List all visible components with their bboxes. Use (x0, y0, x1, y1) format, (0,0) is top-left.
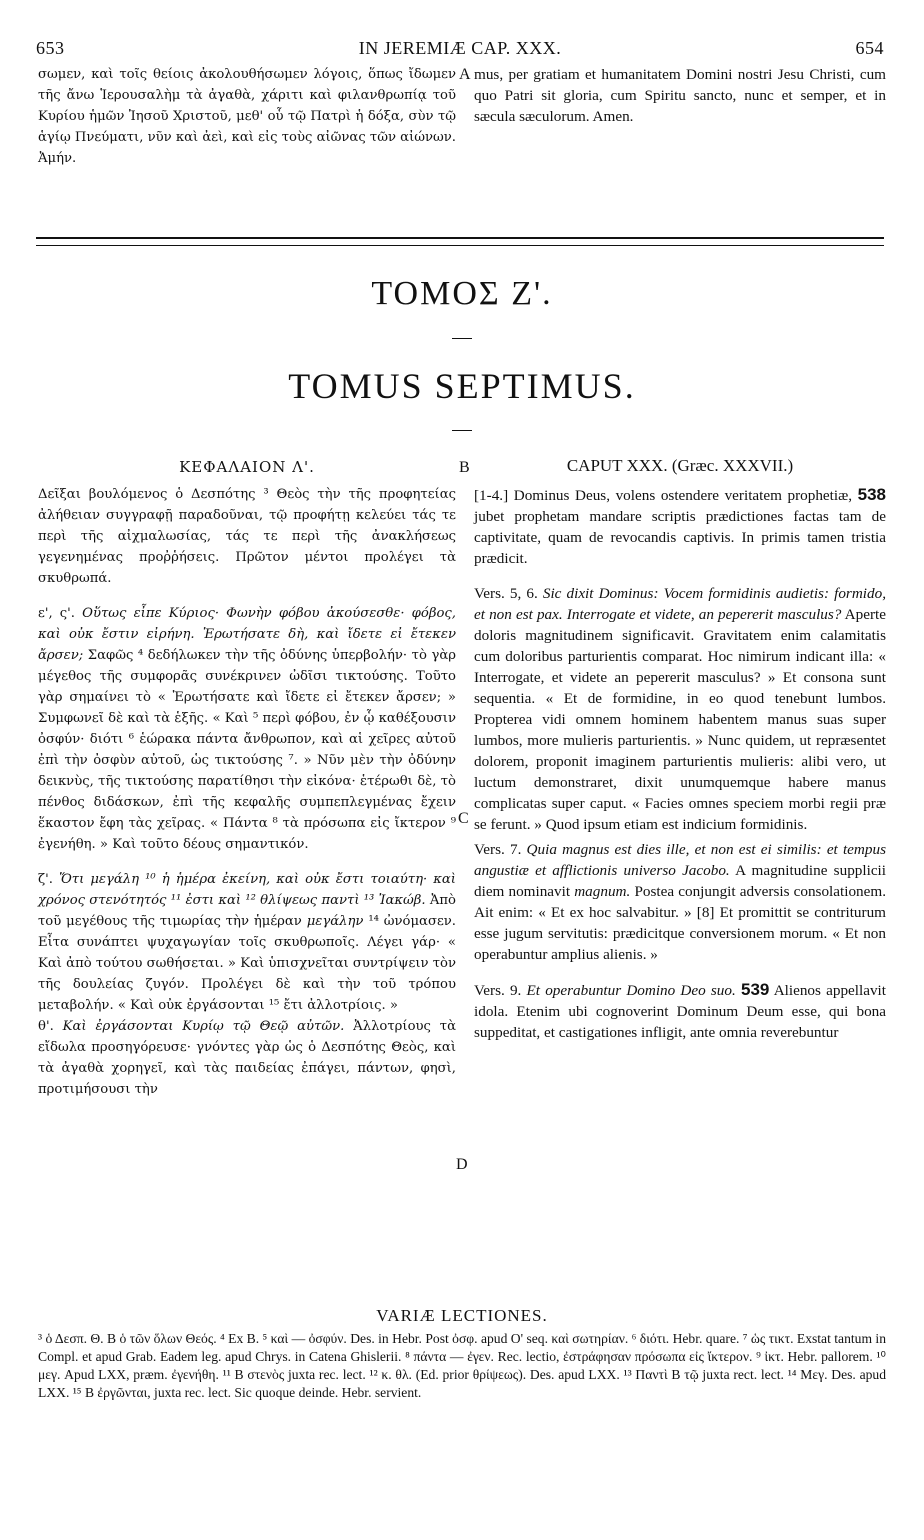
latin-paragraph-1: [1-4.] Dominus Deus, volens ostendere veritatem prophetiæ, 538 jubet prophetam mandare scriptis prædictiones factas tam de captivitate, quam de revocandis captivis. In primis tamen tristia prædicit. (474, 485, 886, 567)
variae-lectiones-title: VARIÆ LECTIONES. (376, 1306, 548, 1325)
section-marker-c: C (458, 810, 469, 827)
column-number-right: 654 (855, 38, 884, 58)
latin-paragraph-4: Vers. 9. Et operabuntur Domino Deo suo. 539 Alienos appellavit idola. Etenim ubi cognoverint Dominum Deum esse, qui bona suppeditat, et castigationes infligit, ante omnia reverebuntur (474, 980, 886, 1041)
tomus-greek-title: ΤΟΜΟΣ Ζ'. (371, 275, 553, 312)
variae-lectiones-notes: ³ ὁ Δεσπ. Θ. B ὁ τῶν ὅλων Θεός. ⁴ Ex B. ⁵ καὶ — ὀσφύν. Des. in Hebr. Post ὀσφ. apud O' seq. καὶ σωτηρίαν. ⁶ διότι. Hebr. quare. ⁷ ὡς τικτ. Exstat tantum in Compl. et apud Grab. Eadem leg. apud Chrys. in Catena Ghislerii. ⁸ πάντα — ἐγεν. Rec. lectio, ἐστράφησαν πρόσωπα εἰς ἴκτερον. ⁹ ἰκτ. Hebr. pallorem. ¹⁰ μεγ. Apud LXX, præm. ἐγενήθη. ¹¹ B στενὸς juxta rec. lect. ¹² κ. θλ. (Ed. prior θρίψεως). Des. apud LXX. ¹³ Παντὶ B τῷ juxta rect. lect. ¹⁴ Μεγ. Des. apud LXX. ¹⁵ B ἐργῶνται, juxta rec. lect. Sic quoque deinde. Hebr. servient. (38, 1331, 886, 1400)
section-marker-a: A (459, 66, 471, 83)
section-marker-d: D (456, 1156, 468, 1173)
column-number-left: 653 (36, 38, 65, 58)
latin-top-paragraph: mus, per gratiam et humanitatem Domini nostri Jesu Christi, cum quo Patri sit gloria, cum Spiritu sancto, nunc et semper, et in sæcula sæculorum. Amen. (474, 66, 886, 125)
title-dash-1 (452, 338, 472, 339)
latin-column-top (474, 64, 886, 127)
tomus-latin-title: TOMUS SEPTIMUS. (288, 366, 636, 406)
chapter-heading-latin: CAPUT XXX. (Græc. XXXVII.) (566, 456, 794, 475)
section-marker-b: B (459, 459, 470, 476)
page-number-538: 538 (857, 485, 886, 504)
latin-paragraph-2: Vers. 5, 6. Sic dixit Dominus: Vocem formidinis audietis: formido, et non est pax. Interrogate et videte, an pepererit masculus? Aperte doloris magnitudinem significavit. Gravitatem enim calamitatis cum doloribus parturientis comparat. Hoc nimirum indicant illa: « Interrogate, et videte an pepererit masculus? » Et consona sunt sequentia. « Et de formidine, in eo quod tenebunt lumbos. Propterea vidi omnem hominem habentem manus suas super lumbos, more mulieris parturientis. » Nunc quidem, ut repræsentet dolorem, proponit imaginem parturientis mulieris: alibi vero, ut luctum demonstraret, dixit unumquemque habere manus complicatas super caput. « Facies omnes speciem morbi regii præ se ferunt. » Quod ipsum etiam est indicium formidinis. (474, 585, 887, 833)
greek-paragraph-4: θ'. Καὶ ἐργάσονται Κυρίῳ τῷ Θεῷ αὐτῶν. Ἀλλοτρίους τὰ εἴδωλα προσηγόρευσε· γνόντες γὰρ ὡς ὁ Δεσπότης Θεὸς, καὶ τὰ ἀγαθὰ χορηγεῖ, καὶ τὰς παιδείας ἐπάγει, πάντων, φησὶ, προτιμήσουσι τὴν (38, 1019, 457, 1097)
greek-top-paragraph: σωμεν, καὶ τοῖς θείοις ἀκολουθήσωμεν λόγοις, ὅπως ἴδωμεν τῆς ἄνω Ἱερουσαλὴμ τὰ ἀγαθὰ, χάριτι καὶ φιλανθρωπίᾳ τοῦ Κυρίου ἡμῶν Ἰησοῦ Χριστοῦ, μεθ' οὗ τῷ Πατρὶ ἡ δόξα, σὺν τῷ ἁγίῳ Πνεύματι, νῦν καὶ ἀεὶ, καὶ εἰς τοὺς αἰῶνας τῶν αἰώνων. Ἀμήν. (38, 67, 456, 166)
latin-paragraph-3: Vers. 7. Quia magnus est dies ille, et non est ei similis: et tempus angustiæ et afflictionis universo Jacobo. A magnitudine supplicii diem nominavit magnum. Postea conjungit adversis consolationem. Ait enim: « Et ex hoc salvabitur. » [8] Et promittit se contriturum esse jugum servitutis: prædicitque conversionem morum. « Et non operabuntur amplius alienis. » (474, 841, 886, 963)
greek-column-main (38, 484, 456, 1100)
title-dash-2 (452, 430, 472, 431)
running-title: IN JEREMIÆ CAP. XXX. (358, 38, 562, 58)
chapter-heading-greek: ΚΕΦΑΛΑΙΟΝ Λ'. (179, 458, 315, 476)
greek-column-top (38, 64, 456, 169)
running-head (36, 38, 884, 62)
greek-paragraph-3: ζ'. Ὅτι μεγάλη ¹⁰ ἡ ἡμέρα ἐκείνη, καὶ οὐκ ἔστι τοιαύτη· καὶ χρόνος στενότητός ¹¹ ἐστι καὶ ¹² θλίψεως παντὶ ¹³ Ἰακώβ. Ἀπὸ τοῦ μεγέθους τῆς τιμωρίας τὴν ἡμέραν μεγάλην ¹⁴ ὠνόμασεν. Εἶτα συνάπτει ψυχαγωγίαν τοῖς σκυθρωποῖς. Λέγει γάρ· « Καὶ ἀπὸ τούτου σωθήσεται. » Καὶ ὑπισχνεῖται συντρίψειν τὸν τῆς δουλείας ζυγόν. Προλέγει δὲ καὶ τὴν τοῦ τρόπου μεταβολήν. « Καὶ οὐκ ἐργάσονται ¹⁵ ἔτι ἀλλοτρίοις. » (38, 872, 457, 1013)
greek-paragraph-2: ε', ς'. Οὕτως εἶπε Κύριος· Φωνὴν φόβου ἀκούσεσθε· φόβος, καὶ οὐκ ἔστιν εἰρήνη. Ἐρωτήσατε δὴ, καὶ ἴδετε εἰ ἔτεκεν ἄρσεν; Σαφῶς ⁴ δεδήλωκεν τὴν τῆς ὀδύνης ὑπερβολήν· τὸ γὰρ μέγεθος τῆς συμφορᾶς συνέκρινεν ὠδῖσι τικτούσης. Τοῦτο γὰρ σημαίνει τὸ « Ἐρωτήσατε καὶ ἴδετε εἰ ἔτεκεν ἄρσεν; » Συμφωνεῖ δὲ καὶ τὰ ἑξῆς. « Καὶ ⁵ περὶ φόβου, ἐν ᾧ καθέξουσιν ὀσφύν· διότι ⁶ ἑώρακα πάντα ἄνθρωπον, καὶ αἱ χεῖρες αὐτοῦ ἐπὶ τὴν ὀσφὺν αὐτοῦ, ὡς τικτούσης ⁷. » Νῦν μὲν τὴν ὀδύνην δεικνὺς, τῆς τικτούσης παρατίθησι τὴν εἰκόνα· ἑτέρωθι δὲ, τὸ πένθος διδάσκων, ἐπὶ τῆς κεφαλῆς συμπεπλεγμένας ἔχειν ἕκαστον ἔφη τὰς χεῖρας. « Πάντα ⁸ τὰ πρόσωπα εἰς ἴκτερον ⁹ ἐγενήθη. » Καὶ τοῦτο δέους σημαντικόν. (38, 606, 456, 852)
latin-column-main (474, 484, 886, 1043)
greek-paragraph-1: Δεῖξαι βουλόμενος ὁ Δεσπότης ³ Θεὸς τὴν τῆς προφητείας ἀλήθειαν συγγραφῇ παραδοῦναι, τῷ προφήτῃ κελεύει τάς τε περὶ τῆς αἰχμαλωσίας, τάς τε περὶ τῆς ἀνακλήσεως γεγενημένας προῤῥήσεις. Πρῶτον μέντοι προλέγει τὰ σκυθρωπά. (38, 487, 456, 586)
page-number-539: 539 (740, 980, 770, 999)
double-rule (36, 237, 884, 246)
